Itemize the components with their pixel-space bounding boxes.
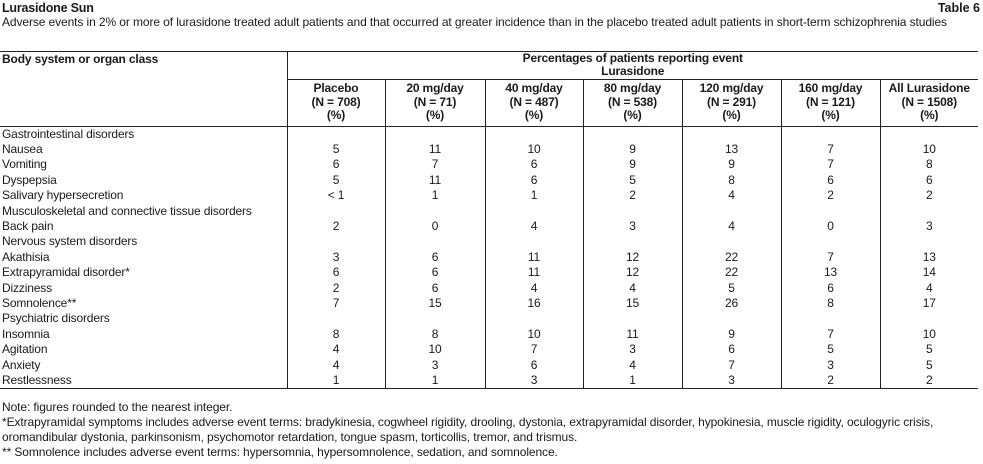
table-cell xyxy=(583,311,682,326)
table-cell: 1 xyxy=(583,373,682,389)
table-cell: 6 xyxy=(682,342,781,357)
percent-header-label: Percentages of patients reporting event xyxy=(522,51,743,65)
table-cell: 6 xyxy=(781,173,880,188)
table-cell: 5 xyxy=(781,342,880,357)
table-cell: 1 xyxy=(485,188,583,203)
table-body xyxy=(0,126,978,389)
table-cell: 7 xyxy=(781,327,880,342)
table-row xyxy=(0,173,978,188)
table-cell xyxy=(287,126,385,142)
table-cell: 5 xyxy=(287,173,385,188)
table-cell: 6 xyxy=(925,172,933,187)
table-row xyxy=(0,296,978,311)
table-cell: 22 xyxy=(682,265,781,280)
section-label: Psychiatric disorders xyxy=(0,311,287,326)
table-row xyxy=(0,219,978,234)
table-cell: 2 xyxy=(287,219,385,234)
table-cell xyxy=(385,311,485,326)
table-cell: < 1 xyxy=(287,188,385,203)
table-row xyxy=(0,342,978,357)
event-label: Salivary hypersecretion xyxy=(0,188,287,203)
column-header-line2: (N = 708) xyxy=(311,94,361,109)
table-cell xyxy=(583,126,682,142)
column-header-line3: (%) xyxy=(524,108,544,122)
section-label: Musculoskeletal and connective tissue disorders xyxy=(0,204,287,219)
event-label: Agitation xyxy=(0,342,287,357)
column-header-line2: (N = 1508) xyxy=(901,94,958,109)
column-header-line3: (%) xyxy=(722,108,741,122)
table-cell: 11 xyxy=(485,250,583,265)
table-cell: 1 xyxy=(385,373,485,389)
column-header-line3: (%) xyxy=(623,108,642,122)
event-label: Restlessness xyxy=(0,373,287,389)
table-cell: 7 xyxy=(287,296,385,311)
column-header-line2: (N = 487) xyxy=(509,94,559,109)
table-cell xyxy=(583,204,682,219)
table-cell xyxy=(682,204,781,219)
note-somnolence: ** Somnolence includes adverse event terms: hypersomnia, hypersomnolence, sedation, and somnolence. xyxy=(2,445,558,459)
table-cell xyxy=(682,126,781,142)
table-cell xyxy=(385,234,485,249)
table-cell: 4 xyxy=(682,219,781,234)
table-notes xyxy=(2,400,978,460)
table-cell xyxy=(781,126,880,142)
table-number: Table 6 xyxy=(937,1,980,15)
table-cell: 3 xyxy=(925,218,933,233)
table-cell: 10 xyxy=(485,142,583,157)
table-cell: 6 xyxy=(287,265,385,280)
table-cell xyxy=(485,204,583,219)
table-cell xyxy=(287,234,385,249)
table-cell: 4 xyxy=(682,188,781,203)
table-cell: 3 xyxy=(287,250,385,265)
table-cell: 5 xyxy=(925,342,933,357)
table-cell: 2 xyxy=(781,188,880,203)
table-row xyxy=(0,157,978,172)
table-cell xyxy=(880,234,978,249)
note-extrapyramidal: *Extrapyramidal symptoms includes adverse event terms: bradykinesia, cogwheel rigidity, drooling, dystonia, extrapyramidal disorder, hypokinesia, muscle rigidity, oculogyric crisis, oromandibular dystonia, parkinsonism, psychomotor retardation, tongue spasm, torticollis, tremor, and trismus. xyxy=(2,415,934,444)
section-label: Nervous system disorders xyxy=(0,234,287,249)
table-cell: 8 xyxy=(385,327,485,342)
table-cell: 9 xyxy=(583,142,682,157)
table-cell xyxy=(781,204,880,219)
table-cell: 7 xyxy=(781,157,880,172)
table-cell: 9 xyxy=(682,327,781,342)
table-cell: 9 xyxy=(682,157,781,172)
column-header xyxy=(287,80,385,127)
table-cell: 7 xyxy=(781,250,880,265)
table-cell xyxy=(682,311,781,326)
table-cell xyxy=(485,311,583,326)
event-label: Nausea xyxy=(0,142,287,157)
table-cell: 12 xyxy=(583,250,682,265)
column-header xyxy=(485,80,583,127)
table-cell: 7 xyxy=(385,157,485,172)
column-header-line1: 40 mg/day xyxy=(505,81,563,95)
title-line xyxy=(2,1,980,15)
table-cell: 4 xyxy=(485,219,583,234)
column-header-line1: All Lurasidone xyxy=(888,81,970,95)
table-cell: 4 xyxy=(583,358,682,373)
table-row xyxy=(0,142,978,157)
table-row xyxy=(0,358,978,373)
table-cell: 3 xyxy=(781,358,880,373)
table-cell: 10 xyxy=(922,326,936,341)
table-cell: 4 xyxy=(287,358,385,373)
table-row xyxy=(0,281,978,296)
document-page xyxy=(2,1,980,29)
event-label: Anxiety xyxy=(0,358,287,373)
table-cell: 6 xyxy=(385,281,485,296)
table-cell: 2 xyxy=(781,373,880,389)
table-cell xyxy=(880,204,978,219)
table-cell: 2 xyxy=(880,373,978,389)
table-cell: 13 xyxy=(682,142,781,157)
table-cell: 6 xyxy=(287,157,385,172)
table-cell: 3 xyxy=(583,342,682,357)
table-cell xyxy=(781,234,880,249)
column-header-line1: 80 mg/day xyxy=(603,81,662,95)
table-cell: 11 xyxy=(583,327,682,342)
column-header xyxy=(781,80,880,127)
table-cell: 5 xyxy=(583,173,682,188)
table-cell xyxy=(583,234,682,249)
lurasidone-header-label: Lurasidone xyxy=(601,64,665,78)
column-header xyxy=(385,80,485,127)
table-cell: 7 xyxy=(682,358,781,373)
column-header-line2: (N = 71) xyxy=(413,94,457,109)
table-cell xyxy=(880,126,978,142)
event-label: Akathisia xyxy=(0,250,287,265)
event-label: Vomiting xyxy=(0,157,287,172)
column-header-line3: (%) xyxy=(326,108,346,122)
table-cell: 6 xyxy=(781,281,880,296)
table-cell xyxy=(880,311,978,326)
section-row xyxy=(0,126,978,142)
table-caption: Adverse events in 2% or more of lurasidone treated adult patients and that occurred at greater incidence than in the placebo treated adult patients in short-term schizophrenia studies xyxy=(2,15,947,29)
adverse-events-table xyxy=(0,51,978,389)
table-cell: 3 xyxy=(385,358,485,373)
table-cell: 17 xyxy=(922,295,936,310)
table-cell: 10 xyxy=(485,327,583,342)
table-cell: 4 xyxy=(583,281,682,296)
table-cell: 6 xyxy=(485,358,583,373)
table-cell: 10 xyxy=(385,342,485,357)
table-cell: 13 xyxy=(781,265,880,280)
column-header-line1: Placebo xyxy=(313,81,359,95)
table-cell: 9 xyxy=(583,157,682,172)
section-row xyxy=(0,234,978,249)
table-cell xyxy=(682,234,781,249)
table-cell: 11 xyxy=(385,142,485,157)
table-row xyxy=(0,373,978,389)
table-cell: 16 xyxy=(485,296,583,311)
table-row xyxy=(0,327,978,342)
table-cell: 6 xyxy=(385,265,485,280)
table-cell: 6 xyxy=(385,250,485,265)
event-label: Dizziness xyxy=(0,281,287,296)
table-cell: 7 xyxy=(781,142,880,157)
table-cell: 8 xyxy=(781,296,880,311)
note-rounding: Note: figures rounded to the nearest integer. xyxy=(2,400,233,414)
body-system-header: Body system or organ class xyxy=(0,52,287,127)
drug-name: Lurasidone Sun xyxy=(2,1,94,15)
column-header-line3: (%) xyxy=(425,108,445,122)
event-label: Extrapyramidal disorder* xyxy=(0,265,287,280)
table-cell: 1 xyxy=(287,373,385,389)
table-cell: 7 xyxy=(485,342,583,357)
table-row xyxy=(0,265,978,280)
table-cell: 0 xyxy=(385,219,485,234)
table-cell: 3 xyxy=(682,373,781,389)
section-row xyxy=(0,311,978,326)
event-label: Back pain xyxy=(0,219,287,234)
column-header-line1: 160 mg/day xyxy=(798,81,863,95)
table-cell: 10 xyxy=(922,141,936,156)
table-cell: 5 xyxy=(287,142,385,157)
table-cell: 15 xyxy=(583,296,682,311)
table-cell: 11 xyxy=(385,173,485,188)
column-header-line2: (N = 538) xyxy=(607,94,657,109)
table-cell xyxy=(385,204,485,219)
table-cell: 4 xyxy=(485,281,583,296)
header-row-top xyxy=(0,52,978,80)
section-row xyxy=(0,204,978,219)
column-header-line3: (%) xyxy=(920,108,939,122)
table-cell: 8 xyxy=(287,327,385,342)
table-cell: 8 xyxy=(682,173,781,188)
column-header xyxy=(880,80,978,127)
table-cell: 11 xyxy=(485,265,583,280)
section-label: Gastrointestinal disorders xyxy=(0,126,287,142)
table-cell: 3 xyxy=(583,219,682,234)
table-cell xyxy=(781,311,880,326)
column-header xyxy=(583,80,682,127)
column-header-line2: (N = 291) xyxy=(706,94,756,109)
event-label: Insomnia xyxy=(0,327,287,342)
table-cell: 26 xyxy=(682,296,781,311)
table-cell: 3 xyxy=(485,373,583,389)
table-row xyxy=(0,250,978,265)
table-cell: 0 xyxy=(781,219,880,234)
percent-header xyxy=(287,52,978,80)
table-cell xyxy=(485,234,583,249)
table-cell: 2 xyxy=(583,188,682,203)
column-header-line3: (%) xyxy=(821,108,840,122)
table-cell: 4 xyxy=(925,280,933,295)
table-cell: 8 xyxy=(925,157,933,172)
table-cell xyxy=(287,204,385,219)
table-cell: 6 xyxy=(485,157,583,172)
table-cell xyxy=(485,126,583,142)
table-cell: 5 xyxy=(682,281,781,296)
table-cell: 6 xyxy=(485,173,583,188)
table-cell: 2 xyxy=(287,281,385,296)
table-cell: 13 xyxy=(922,249,936,264)
table-cell: 12 xyxy=(583,265,682,280)
table-cell: 14 xyxy=(922,265,936,280)
table-row xyxy=(0,188,978,203)
table-cell: 15 xyxy=(385,296,485,311)
table-cell: 5 xyxy=(925,357,933,372)
table-cell: 1 xyxy=(385,188,485,203)
column-header-line1: 120 mg/day xyxy=(699,81,764,95)
table-cell xyxy=(385,126,485,142)
table-cell: 2 xyxy=(925,188,933,203)
event-label: Dyspepsia xyxy=(0,173,287,188)
column-header-line1: 20 mg/day xyxy=(406,81,464,95)
column-header xyxy=(682,80,781,127)
event-label: Somnolence** xyxy=(0,296,287,311)
column-header-line2: (N = 121) xyxy=(805,94,855,109)
table-cell: 4 xyxy=(287,342,385,357)
table-cell xyxy=(287,311,385,326)
table-cell: 22 xyxy=(682,250,781,265)
